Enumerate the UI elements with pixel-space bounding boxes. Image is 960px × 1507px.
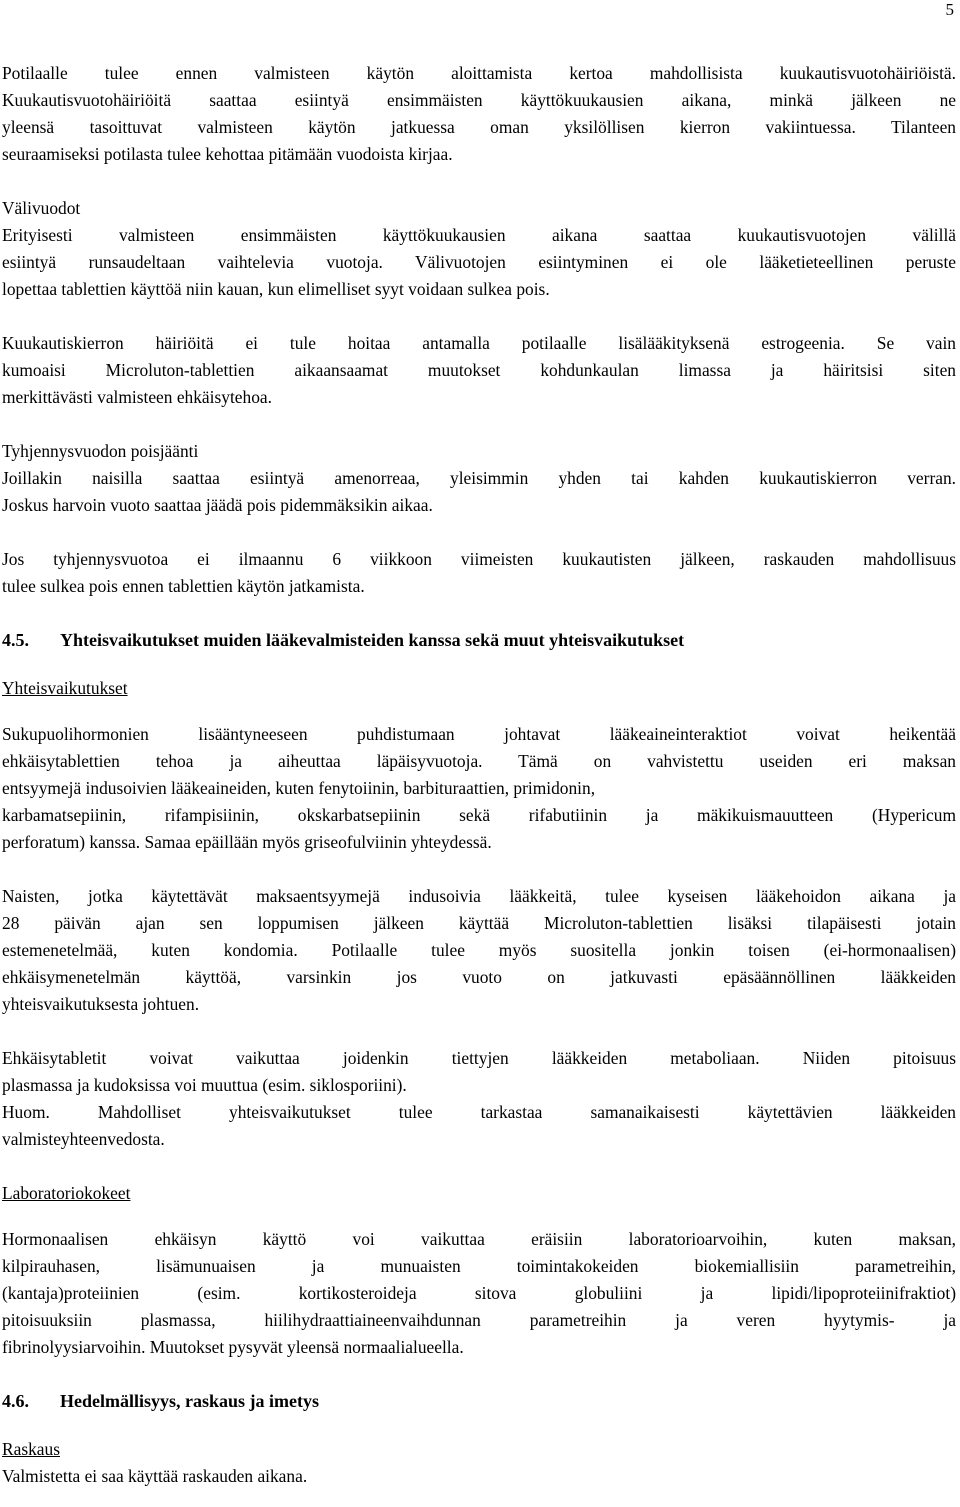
text-line: perforatum) kanssa. Samaa epäillään myös griseofulviinin yhteydessä. [2, 832, 492, 852]
paragraph-enzyme-inducers [2, 721, 956, 856]
text-line: Valmistetta ei saa käyttää raskauden aikana. [2, 1466, 308, 1486]
text-line: 28 päivän ajan sen loppumisen jälkeen käyttää Microluton-tablettien lisäksi tilapäisesti jotain [2, 913, 956, 933]
paragraph-metabolism [2, 1045, 956, 1099]
section-number: 4.5. [2, 630, 29, 650]
text-line: tulee sulkea pois ennen tablettien käytön jatkamista. [2, 576, 365, 596]
subheading-laboratory [2, 1180, 956, 1207]
paragraph-intermenstrual-bleeding [2, 195, 956, 303]
text-line: seuraamiseksi potilasta tulee kehottaa pitämään vuodoista kirjaa. [2, 144, 453, 164]
page-number: 5 [945, 0, 954, 19]
section-heading-4-6 [2, 1388, 956, 1415]
paragraph-withdrawal-bleeding [2, 438, 956, 519]
text-line: (kantaja)proteiinien (esim. kortikosteroideja sitova globuliini ja lipidi/lipoproteiinifraktiot) [2, 1283, 956, 1303]
paragraph-bleeding-info [2, 60, 956, 168]
text-line: pitoisuuksiin plasmassa, hiilihydraattiaineenvaihdunnan parametreihin ja veren hyytymis- ja [2, 1310, 956, 1330]
subheading-text: Raskaus [2, 1439, 60, 1459]
subheading-text: Laboratoriokokeet [2, 1183, 131, 1203]
paragraph-cycle-disorders [2, 330, 956, 411]
paragraph-pregnancy-exclusion [2, 546, 956, 600]
text-line: valmisteyhteenvedosta. [2, 1129, 165, 1149]
text-line: Kuukautisvuotohäiriöitä saattaa esiintyä ensimmäisten käyttökuukausien aikana, minkä jälkeen ne [2, 90, 956, 110]
text-line: ehkäisytablettien tehoa ja aiheuttaa läpäisyvuotoja. Tämä on vahvistettu useiden eri maksan [2, 751, 956, 771]
subheading-interactions [2, 675, 956, 702]
paragraph-title: Välivuodot [2, 198, 81, 218]
section-title: Hedelmällisyys, raskaus ja imetys [60, 1391, 319, 1411]
subheading-text: Yhteisvaikutukset [2, 678, 128, 698]
text-line: ehkäisymenetelmän käyttöä, varsinkin jos vuoto on jatkuvasti epäsäännöllinen lääkkeiden [2, 967, 956, 987]
text-line: Huom. Mahdolliset yhteisvaikutukset tulee tarkastaa samanaikaisesti käytettävien lääkkeiden [2, 1102, 956, 1122]
text-line: Joskus harvoin vuoto saattaa jäädä pois pidemmäksikin aikaa. [2, 495, 433, 515]
text-line: karbamatsepiinin, rifampisiinin, okskarbatsepiinin sekä rifabutiinin ja mäkikuismauutteen (Hypericum [2, 805, 956, 825]
text-line: Naisten, jotka käytettävät maksaentsyymejä indusoivia lääkkeitä, tulee kyseisen lääkehoidon aikana ja [2, 886, 956, 906]
section-heading-4-5 [2, 627, 956, 654]
paragraph-title: Tyhjennysvuodon poisjäänti [2, 441, 199, 461]
document-body [2, 60, 956, 1490]
text-line: Joillakin naisilla saattaa esiintyä amenorreaa, yleisimmin yhden tai kahden kuukautiskierron verran. [2, 468, 956, 488]
text-line: yhteisvaikutuksesta johtuen. [2, 994, 200, 1014]
text-line: Erityisesti valmisteen ensimmäisten käyttökuukausien aikana saattaa kuukautisvuotojen välillä [2, 225, 956, 245]
section-number: 4.6. [2, 1391, 29, 1411]
text-line: plasmassa ja kudoksissa voi muuttua (esim. siklosporiini). [2, 1075, 407, 1095]
section-title: Yhteisvaikutukset muiden lääkevalmisteiden kanssa sekä muut yhteisvaikutukset [60, 630, 685, 650]
text-line: merkittävästi valmisteen ehkäisytehoa. [2, 387, 272, 407]
text-line: lopettaa tablettien käyttöä niin kauan, kun elimelliset syyt voidaan sulkea pois. [2, 279, 550, 299]
text-line: Potilaalle tulee ennen valmisteen käytön aloittamista kertoa mahdollisista kuukautisvuotohäiriöistä. [2, 63, 956, 83]
paragraph-pregnancy [2, 1436, 956, 1490]
paragraph-barrier-method [2, 883, 956, 1018]
text-line: estemenetelmää, kuten kondomia. Potilaalle tulee myös suositella jonkin toisen (ei-hormonaalisen) [2, 940, 956, 960]
text-line: kilpirauhasen, lisämunuaisen ja munuaisten toimintakokeiden biokemiallisiin parametreihin, [2, 1256, 956, 1276]
text-line: Kuukautiskierron häiriöitä ei tule hoitaa antamalla potilaalle lisälääkityksenä estrogeenia. Se vain [2, 333, 956, 353]
text-line: kumoaisi Microluton-tablettien aikaansaamat muutokset kohdunkaulan limassa ja häiritsisi siten [2, 360, 956, 380]
text-line: Hormonaalisen ehkäisyn käyttö voi vaikuttaa eräisiin laboratorioarvoihin, kuten maksan, [2, 1229, 956, 1249]
text-line: entsyymejä indusoivien lääkeaineiden, kuten fenytoiinin, barbituraattien, primidonin, [2, 778, 596, 798]
text-line: Sukupuolihormonien lisääntyneeseen puhdistumaan johtavat lääkeaineinteraktiot voivat heikentää [2, 724, 956, 744]
text-line: Ehkäisytabletit voivat vaikuttaa joidenkin tiettyjen lääkkeiden metaboliaan. Niiden pitoisuus [2, 1048, 956, 1068]
text-line: fibrinolyysiarvoihin. Muutokset pysyvät yleensä normaalialueella. [2, 1337, 464, 1357]
paragraph-lab-values [2, 1226, 956, 1361]
text-line: Jos tyhjennysvuotoa ei ilmaannu 6 viikkoon viimeisten kuukautisten jälkeen, raskauden mahdollisuus [2, 549, 956, 569]
text-line: yleensä tasoittuvat valmisteen käytön jatkuessa oman yksilöllisen kierron vakiintuessa. Tilanteen [2, 117, 956, 137]
text-line: esiintyä runsaudeltaan vaihtelevia vuotoja. Välivuotojen esiintyminen ei ole lääketieteellinen peruste [2, 252, 956, 272]
paragraph-note [2, 1099, 956, 1153]
